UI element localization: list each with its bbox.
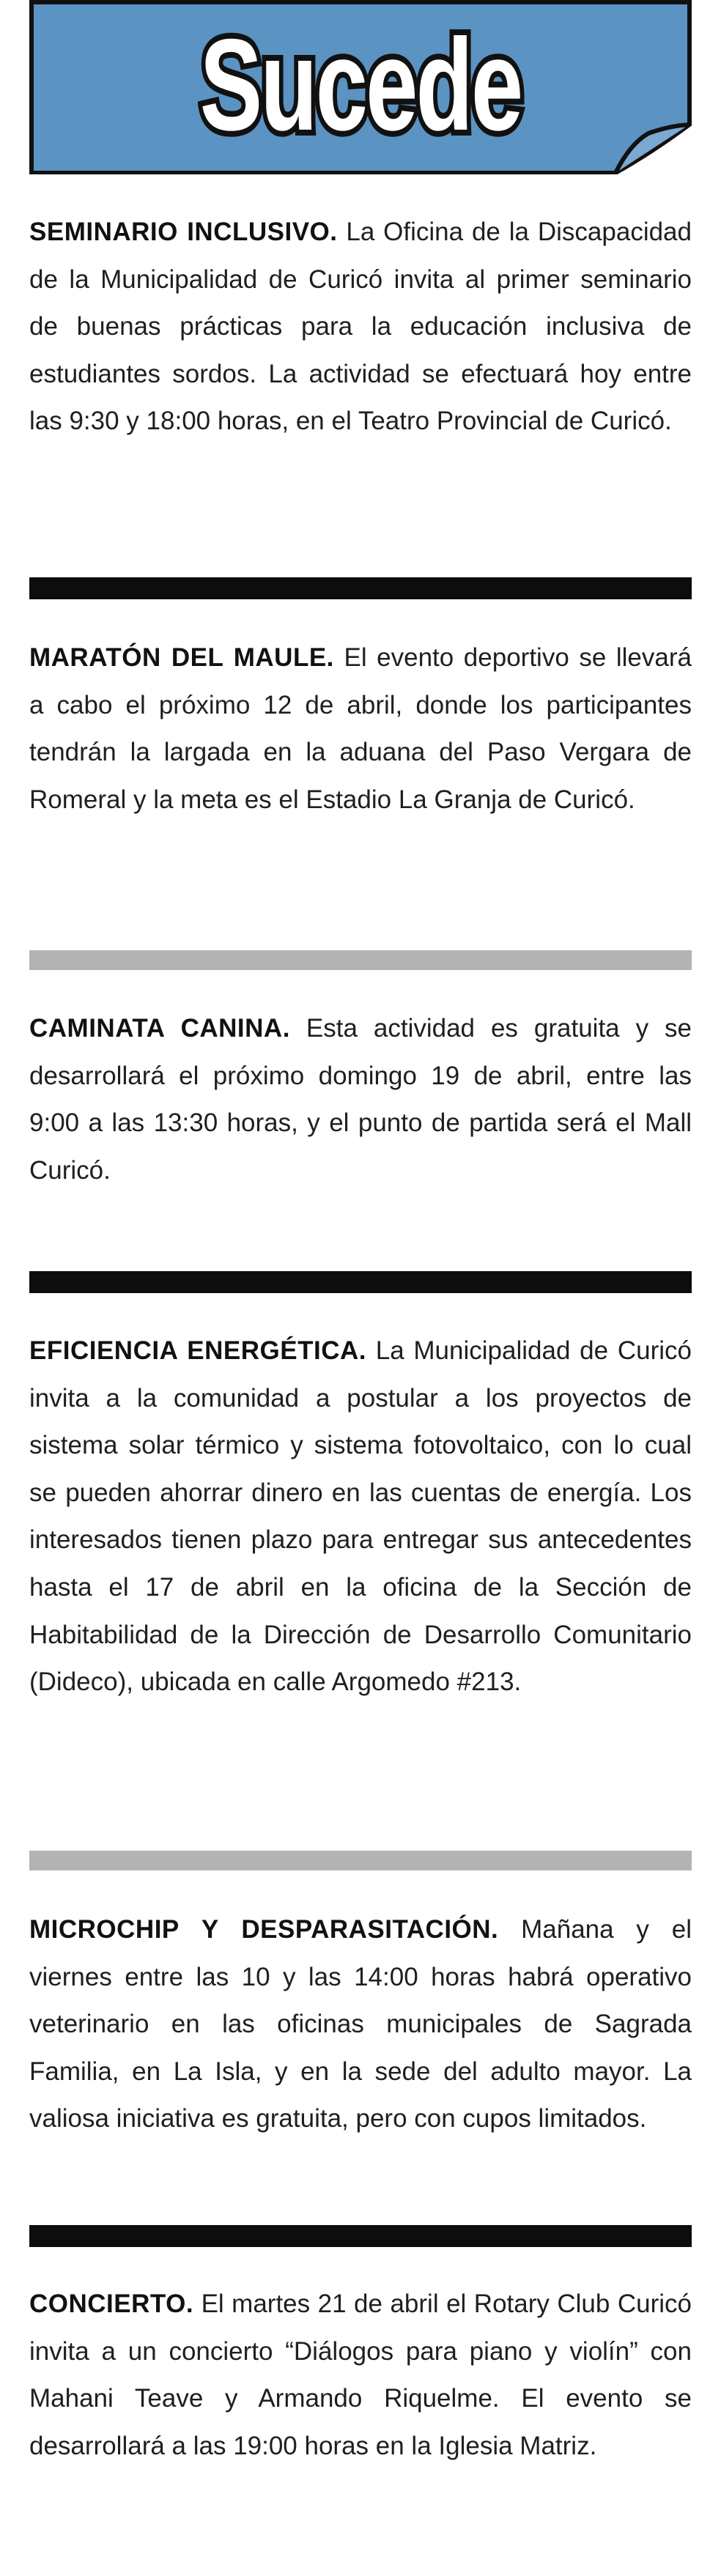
- news-item-body: El martes 21 de abril el Rotary Club Curicó invita a un concierto “Diálogos para piano y violín” con Mahani Teave y Armando Riquelme. El evento se desarrollará a las 19:00 horas en la Iglesia Matriz.: [29, 2290, 692, 2460]
- news-item-body: Esta actividad es gratuita y se desarrollará el próximo domingo 19 de abril, entre las 9:00 a las 13:30 horas, y el punto de partida será el Mall Curicó.: [29, 1014, 692, 1185]
- news-item-eficiencia: [29, 1328, 692, 1706]
- news-item-title: MICROCHIP Y DESPARASITACIÓN.: [29, 1915, 499, 1944]
- news-item-title: SEMINARIO INCLUSIVO.: [29, 218, 338, 246]
- news-item-concierto: [29, 2281, 692, 2470]
- news-item-body: La Oficina de la Discapacidad de la Municipalidad de Curicó invita al primer seminario de buenas prácticas para la educación inclusiva de estudiantes sordos. La actividad se efectuará hoy entre las 9:30 y 18:00 horas, en el Teatro Provincial de Curicó.: [29, 218, 692, 436]
- news-item-title: MARATÓN DEL MAULE.: [29, 643, 334, 672]
- section-divider: [29, 1271, 692, 1293]
- news-item-body: Mañana y el viernes entre las 10 y las 14:00 horas habrá operativo veterinario en las oficinas municipales de Sagrada Familia, en La Isla, y en la sede del adulto mayor. La valiosa iniciativa es gratuita, pero con cupos limitados.: [29, 1915, 692, 2133]
- news-item-seminario: [29, 209, 692, 445]
- section-divider: [29, 950, 692, 970]
- news-item-maraton: [29, 634, 692, 823]
- news-item-title: CONCIERTO.: [29, 2290, 194, 2318]
- section-banner: [29, 0, 692, 174]
- news-item-title: CAMINATA CANINA.: [29, 1014, 290, 1043]
- section-divider: [29, 2225, 692, 2247]
- news-item-body: La Municipalidad de Curicó invita a la comunidad a postular a los proyectos de sistema solar térmico y sistema fotovoltaico, con lo cual se pueden ahorrar dinero en las cuentas de energía. Los interesados tienen plazo para entregar sus antecedentes hasta el 17 de abril en la oficina de la Sección de Habitabilidad de la Dirección de Desarrollo Comunitario (Dideco), ubicada en calle Argomedo #213.: [29, 1336, 692, 1697]
- news-item-body: El evento deportivo se llevará a cabo el próximo 12 de abril, donde los participantes tendrán la largada en la aduana del Paso Vergara de Romeral y la meta es el Estadio La Granja de Curicó.: [29, 643, 692, 814]
- news-item-title: EFICIENCIA ENERGÉTICA.: [29, 1336, 366, 1365]
- section-divider: [29, 1851, 692, 1870]
- banner-title: Sucede: [199, 12, 522, 158]
- news-item-microchip: [29, 1906, 692, 2143]
- section-divider: [29, 577, 692, 599]
- news-item-caminata: [29, 1005, 692, 1194]
